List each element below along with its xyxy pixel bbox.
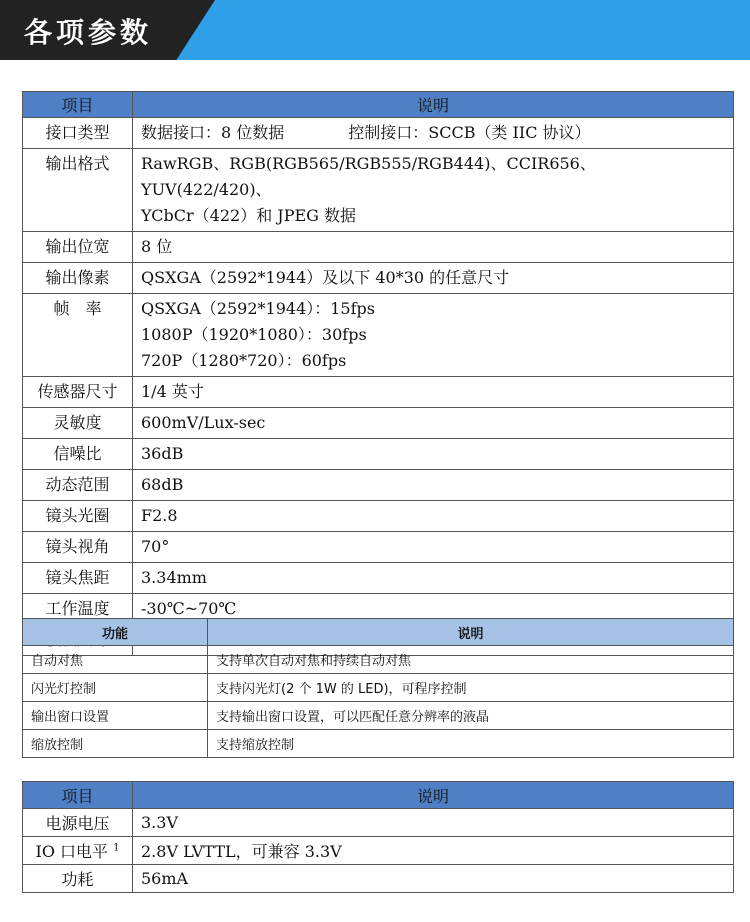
spec-value: 70° [133,532,734,563]
feature-value: 支持缩放控制 [208,730,734,758]
spec-key: 输出像素 [23,263,133,294]
spec-value [133,149,734,232]
feature-key: 闪光灯控制 [23,674,208,702]
spec-key: 传感器尺寸 [23,377,133,408]
electrical-key: 电源电压 [23,809,133,837]
feature-key: 输出窗口设置 [23,702,208,730]
spec-value: 数据接口：8 位数据 控制接口：SCCB（类 IIC 协议） [133,118,734,149]
spec-value: 1/4 英寸 [133,377,734,408]
table-row [23,646,734,674]
page-title: 各项参数 [24,16,153,49]
electrical-key-cell [23,837,133,865]
table-row [23,232,734,263]
table-row [23,149,734,232]
electrical-value: 56mA [133,865,734,893]
spec-value: 600mV/Lux-sec [133,408,734,439]
spec-key: 镜头视角 [23,532,133,563]
spec-value-line: QSXGA（2592*1944）：15fps [141,299,375,318]
specs-header-item: 项目 [23,92,133,118]
specs-header-desc: 说明 [133,92,734,118]
electrical-table [22,781,734,893]
electrical-value: 2.8V LVTTL，可兼容 3.3V [133,837,734,865]
feature-value: 支持单次自动对焦和持续自动对焦 [208,646,734,674]
electrical-header-item: 项目 [23,782,133,809]
table-row [23,532,734,563]
spec-key: 灵敏度 [23,408,133,439]
spec-key: 帧 率 [23,294,133,377]
table-row [23,674,734,702]
electrical-key: 功耗 [23,865,133,893]
spec-key: 输出格式 [23,149,133,232]
electrical-header-row [23,782,734,809]
spec-value-line: YCbCr（422）和 JPEG 数据 [141,206,357,225]
table-row [23,294,734,377]
features-header-function: 功能 [23,619,208,646]
features-header-desc: 说明 [208,619,734,646]
table-row [23,377,734,408]
spec-value: 36dB [133,439,734,470]
electrical-key: IO 口电平 [35,842,109,861]
feature-key: 自动对焦 [23,646,208,674]
feature-value: 支持输出窗口设置，可以匹配任意分辨率的液晶 [208,702,734,730]
spec-key: 工作温度 [23,594,133,625]
spec-value: 68dB [133,470,734,501]
table-row [23,563,734,594]
spec-value: F2.8 [133,501,734,532]
spec-key: 镜头焦距 [23,563,133,594]
table-row [23,470,734,501]
table-row [23,118,734,149]
table-row [23,809,734,837]
header-banner [0,0,750,60]
spec-key: 动态范围 [23,470,133,501]
features-table [22,618,734,758]
table-row [23,865,734,893]
spec-value: 3.34mm [133,563,734,594]
spec-value-line: RawRGB、RGB(RGB565/RGB555/RGB444)、CCIR656、YUV(422/420)、 [141,154,596,199]
table-row [23,408,734,439]
spec-value: QSXGA（2592*1944）及以下 40*30 的任意尺寸 [133,263,734,294]
spec-value: 8 位 [133,232,734,263]
feature-value: 支持闪光灯(2 个 1W 的 LED)，可程序控制 [208,674,734,702]
specs-header-row [23,92,734,118]
table-row [23,439,734,470]
features-header-row [23,619,734,646]
spec-key: 信噪比 [23,439,133,470]
table-row [23,702,734,730]
spec-value: -30℃~70℃ [133,594,734,625]
footnote-marker: 1 [113,842,120,854]
specs-table [22,91,734,656]
spec-value-line: 1080P（1920*1080）：30fps [141,325,367,344]
spec-key: 接口类型 [23,118,133,149]
electrical-value: 3.3V [133,809,734,837]
spec-value [133,294,734,377]
table-row [23,730,734,758]
table-row [23,263,734,294]
feature-key: 缩放控制 [23,730,208,758]
spec-value-line: 720P（1280*720）：60fps [141,351,347,370]
table-row [23,837,734,865]
electrical-header-desc: 说明 [133,782,734,809]
table-row [23,501,734,532]
spec-key: 镜头光圈 [23,501,133,532]
spec-key: 输出位宽 [23,232,133,263]
